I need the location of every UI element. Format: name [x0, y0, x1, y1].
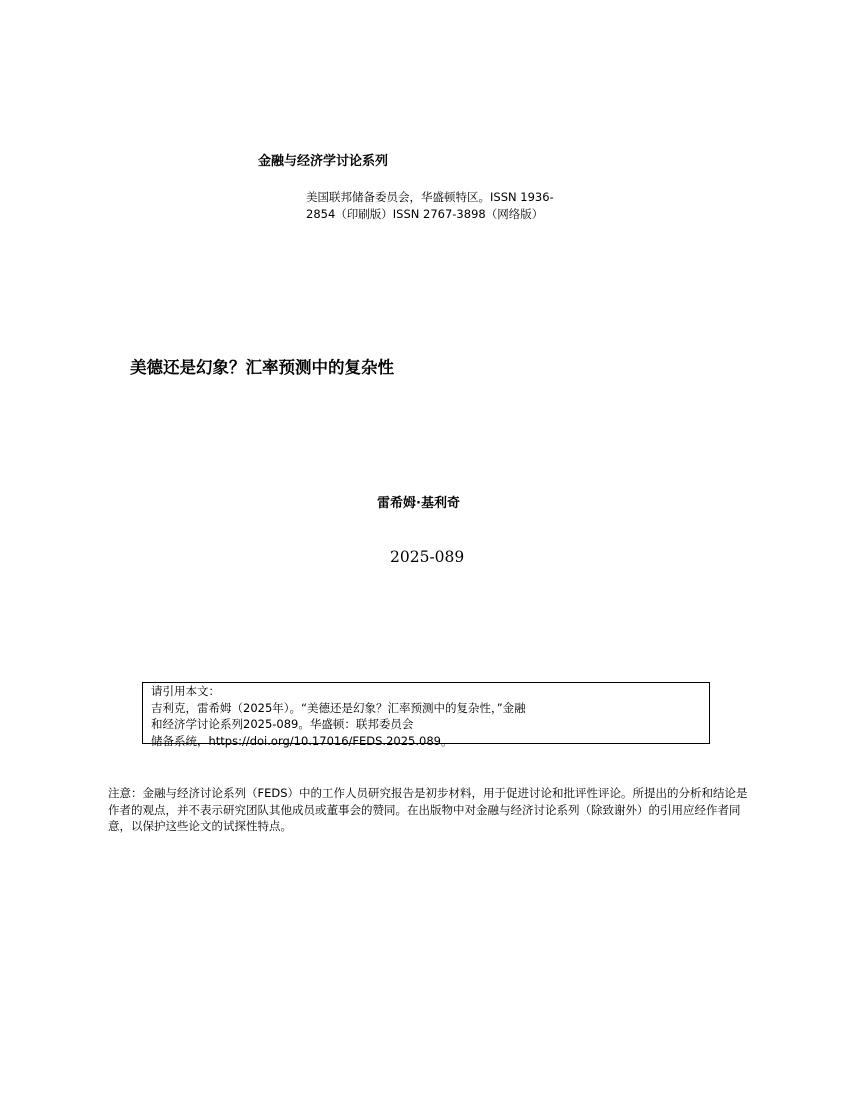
paper-number: 2025-089: [390, 548, 465, 566]
author-name: 雷希姆·基利奇: [377, 496, 460, 511]
citation-line-3: 和经济学讨论系列2025-089。华盛顿：联邦委员会: [151, 717, 414, 731]
disclaimer-note: 注意：金融与经济讨论系列（FEDS）中的工作人员研究报告是初步材料，用于促进讨论和批评性评论。所提出的分析和结论是作者的观点，并不表示研究团队其他成员或董事会的赞同。在出版物中对金融与经济讨论系列（除致谢外）的引用应经作者同意，以保护这些论文的试探性特点。: [108, 786, 748, 833]
citation-line-2: 吉利克，雷希姆（2025年）。“美德还是幻象？汇率预测中的复杂性，”金融: [151, 700, 526, 715]
citation-box: [142, 682, 710, 748]
issn-text: 美国联邦储备委员会，华盛顿特区。ISSN 1936-2854（印刷版）ISSN 2767-3898（网络版）: [306, 190, 554, 221]
series-title: 金融与经济学讨论系列: [258, 154, 389, 169]
citation-line-4: 储备系统，https://doi.org/10.17016/FEDS.2025.089。: [151, 733, 453, 748]
citation-line-1: 请引用本文：: [151, 684, 220, 698]
paper-title: 美德还是幻象？汇率预测中的复杂性: [130, 358, 394, 377]
